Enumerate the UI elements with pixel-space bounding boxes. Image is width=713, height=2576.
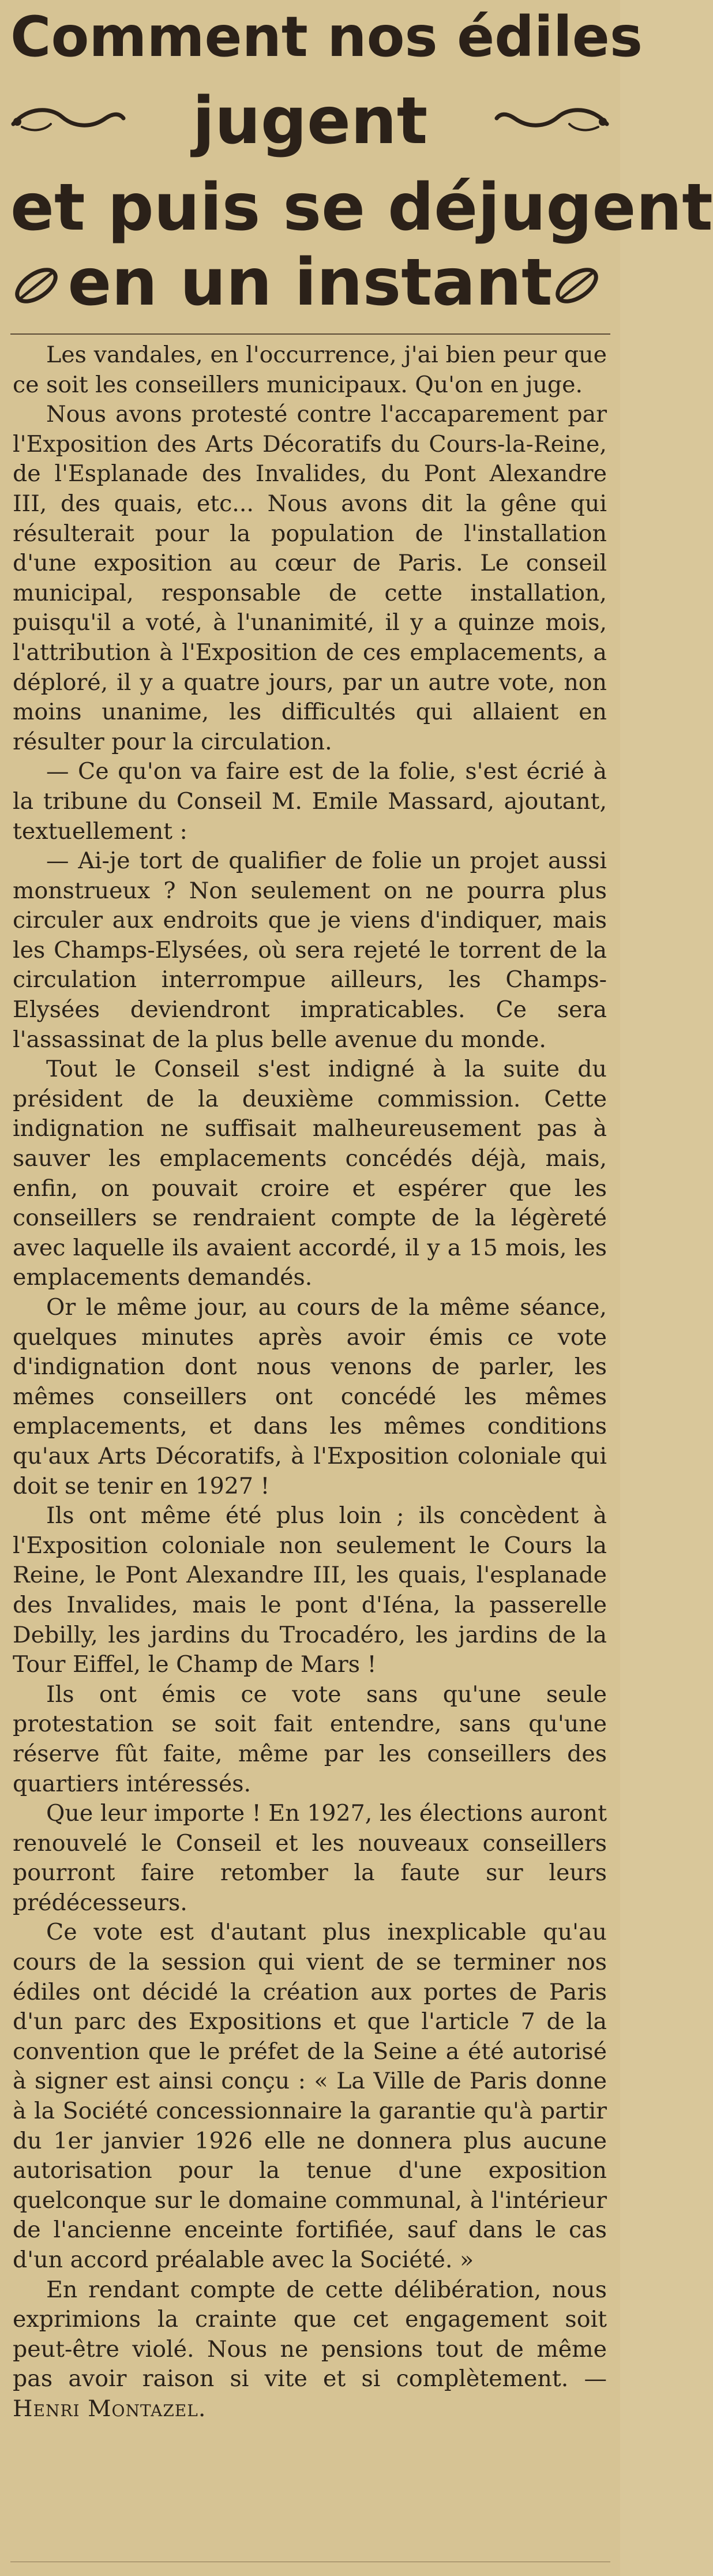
headline-line-2: jugent: [192, 84, 428, 159]
paragraph-9: Que leur importe ! En 1927, les élections auront renouvelé le Conseil et les nouveaux conseillers pourront faire retomber la faute sur leurs prédécesseurs.: [13, 1800, 607, 1916]
paragraph-6: Or le même jour, au cours de la même séance, quelques minutes après avoir émis ce vote d'indignation dont nous venons de parler, les mêmes conseillers ont concédé les mêmes emplacements, et dans les mêmes conditions qu'aux Arts Décoratifs, à l'Exposition coloniale qui doit se tenir en 1927 !: [13, 1294, 607, 1499]
paragraph-1: Les vandales, en l'occurrence, j'ai bien peur que ce soit les conseillers municipaux. Qu'on en juge.: [13, 342, 607, 398]
swash-ornament-right: [494, 101, 610, 136]
paragraph-10: Ce vote est d'autant plus inexplicable qu'au cours de la session qui vient de se terminer nos édiles ont décidé la création aux portes de Paris d'un parc des Expositions et que l'article 7 de la convention que le préfet de la Seine a été autorisé à signer est ainsi conçu : « La Ville de Paris donne à la Société concessionnaire la garantie qu'à partir du 1er janvier 1926 elle ne donnera plus aucune autorisation pour la tenue d'une exposition quelconque sur le domaine communal, à l'intérieur de l'ancienne enceinte fortifiée, sauf dans le cas d'un accord préalable avec la Société. »: [13, 1919, 607, 2273]
headline: [0, 0, 713, 323]
headline-line-1: Comment nos édiles: [10, 5, 643, 69]
author-signature: Henri Montazel.: [13, 2395, 207, 2422]
headline-divider: [10, 333, 610, 335]
paragraph-11-text: En rendant compte de cette délibération, nous exprimions la crainte que cet engagement soit peut-être violé. Nous ne pensions tout de même pas avoir raison si vite et si complètement. —: [13, 2276, 607, 2393]
paragraph-3: — Ce qu'on va faire est de la folie, s'est écrié à la tribune du Conseil M. Emile Massard, ajoutant, textuellement :: [13, 758, 607, 845]
paragraph-11: [13, 2275, 607, 2424]
headline-line-3: et puis se déjugent: [10, 170, 713, 245]
paragraph-8: Ils ont émis ce vote sans qu'une seule protestation se soit fait entendre, sans qu'une réserve fût faite, même par les conseillers des quartiers intéressés.: [13, 1681, 607, 1797]
paragraph-7: Ils ont même été plus loin ; ils concèdent à l'Exposition coloniale non seulement le Cours la Reine, le Pont Alexandre III, les quais, l'esplanade des Invalides, mais le pont d'Iéna, la passerelle Debilly, les jardins du Trocadéro, les jardins de la Tour Eiffel, le Champ de Mars !: [13, 1502, 607, 1678]
paragraph-4: — Ai-je tort de qualifier de folie un projet aussi monstrueux ? Non seulement on ne pourra plus circuler aux endroits que je viens d'indiquer, mais les Champs-Elysées, où sera rejeté le torrent de la circulation interrompue ailleurs, les Champs-Elysées deviendront impraticables. Ce sera l'assassinat de la plus belle avenue du monde.: [13, 848, 607, 1053]
paragraph-2: Nous avons protesté contre l'accaparement par l'Exposition des Arts Décoratifs du Cours-la-Reine, de l'Esplanade des Invalides, du Pont Alexandre III, des quais, etc... Nous avons dit la gêne qui résulterait pour la population de l'installation d'une exposition au cœur de Paris. Le conseil municipal, responsable de cette installation, puisqu'il a voté, à l'unanimité, il y a quinze mois, l'attribution à l'Exposition de ces emplacements, a déploré, il y a quatre jours, par un autre vote, non moins unanime, les difficultés qui allaient en résulter pour la circulation.: [13, 401, 607, 755]
article-body: [13, 340, 607, 2533]
headline-line-4: en un instant: [67, 245, 553, 320]
paragraph-5: Tout le Conseil s'est indigné à la suite du président de la deuxième commission. Cette indignation ne suffisait malheureusement pas à sauver les emplacements concédés déjà, mais, enfin, on pouvait croire et espérer que les conseillers se rendraient compte de la légèreté avec laquelle ils avaient accordé, il y a 15 mois, les emplacements demandés.: [13, 1056, 607, 1291]
leaf-ornament-right: [551, 263, 603, 309]
